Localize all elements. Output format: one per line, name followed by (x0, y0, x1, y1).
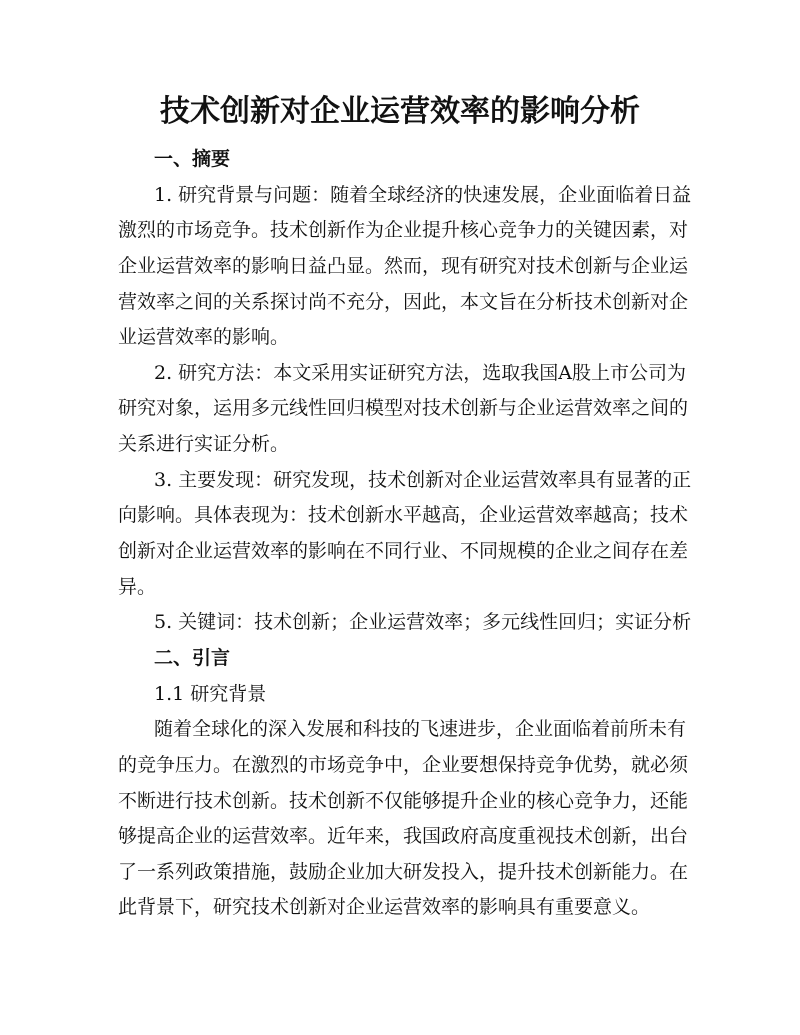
document-title: 技术创新对企业运营效率的影响分析 (160, 94, 640, 129)
section-heading (118, 641, 686, 677)
section-heading (118, 142, 686, 178)
text-line: 了一系列政策措施，鼓励企业加大研发投入，提升技术创新能力。在 (118, 860, 689, 883)
paragraph (118, 605, 692, 641)
text-line: 随着全球化的深入发展和科技的飞速进步，企业面临着前所未有 (154, 718, 687, 741)
text-line: 5. 关键词：技术创新；企业运营效率；多元线性回归；实证分析 (154, 611, 692, 634)
paragraph (118, 178, 692, 356)
text-line: 的竞争压力。在激烈的市场竞争中，企业要想保持竞争优势，就必须 (118, 753, 689, 776)
subsection-heading (118, 677, 686, 713)
text-line: 激烈的市场竞争。技术创新作为企业提升核心竞争力的关键因素，对 (118, 219, 689, 242)
text-line: 企业运营效率的影响日益凸显。然而，现有研究对技术创新与企业运 (118, 254, 689, 277)
document-body (118, 142, 692, 926)
text-line: 2. 研究方法：本文采用实证研究方法，选取我国A股上市公司为 (154, 361, 686, 384)
text-line: 业运营效率的影响。 (118, 326, 290, 349)
text-line: 3. 主要发现：研究发现，技术创新对企业运营效率具有显著的正 (154, 468, 692, 491)
text-line: 营效率之间的关系探讨尚不充分，因此，本文旨在分析技术创新对企 (118, 290, 689, 313)
text-line: 二、引言 (154, 646, 231, 669)
text-line: 向影响。具体表现为：技术创新水平越高，企业运营效率越高；技术 (118, 504, 689, 527)
text-line: 1. 研究背景与问题：随着全球经济的快速发展，企业面临着日益 (154, 183, 692, 206)
text-line: 不断进行技术创新。技术创新不仅能够提升企业的核心竞争力，还能 (118, 789, 689, 812)
text-line: 创新对企业运营效率的影响在不同行业、不同规模的企业之间存在差 (118, 540, 689, 563)
text-line: 1.1 研究背景 (154, 682, 267, 705)
text-line: 研究对象，运用多元线性回归模型对技术创新与企业运营效率之间的 (118, 397, 689, 420)
text-line: 此背景下，研究技术创新对企业运营效率的影响具有重要意义。 (118, 896, 651, 919)
paragraph (118, 712, 689, 926)
paragraph (118, 463, 692, 606)
text-line: 够提高企业的运营效率。近年来，我国政府高度重视技术创新，出台 (118, 825, 689, 848)
text-line: 一、摘要 (154, 148, 231, 170)
text-line: 关系进行实证分析。 (118, 433, 290, 456)
paragraph (118, 356, 689, 463)
text-line: 异。 (118, 575, 157, 598)
